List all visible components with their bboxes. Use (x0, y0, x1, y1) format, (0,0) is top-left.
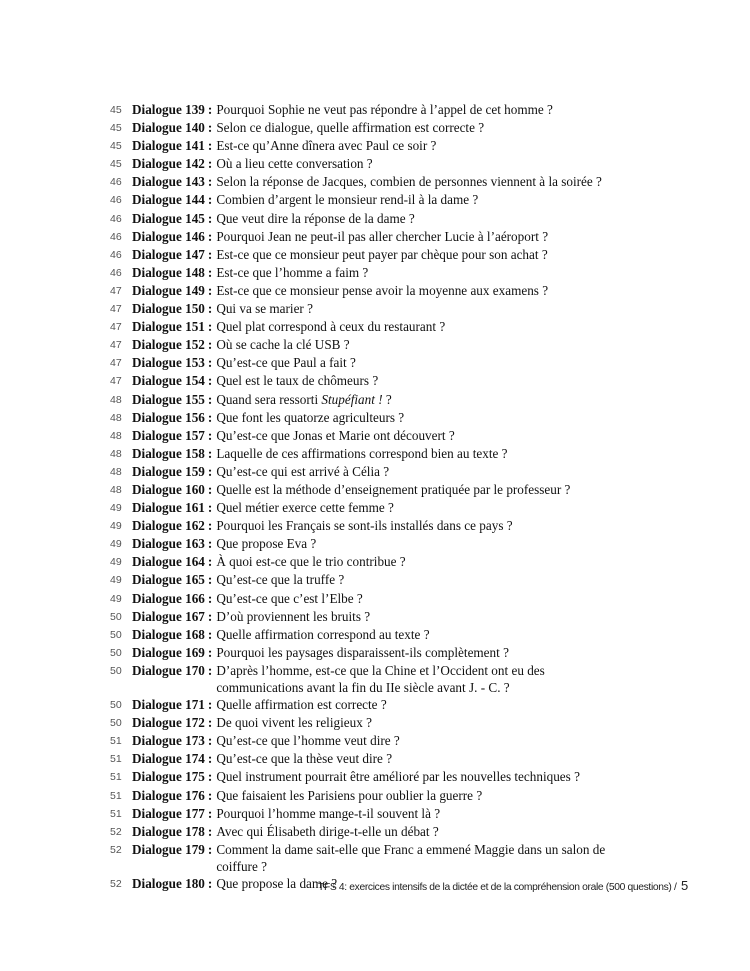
label-separator: : (207, 787, 213, 803)
label-separator: : (207, 174, 213, 190)
label-separator: : (207, 662, 213, 678)
page-reference: 46 (110, 212, 122, 225)
label-separator: : (207, 463, 213, 479)
page-reference: 46 (110, 248, 122, 261)
dialogue-question: Avec qui Élisabeth dirige-t-elle un débat ? (216, 823, 439, 839)
page-reference: 49 (110, 556, 122, 569)
page-reference: 48 (110, 429, 122, 442)
dialogue-label: Dialogue 160 (132, 481, 205, 497)
label-separator: : (207, 210, 213, 226)
label-separator: : (207, 876, 213, 892)
label-separator: : (207, 805, 213, 821)
dialogue-label: Dialogue 168 (132, 626, 205, 642)
label-separator: : (207, 608, 213, 624)
dialogue-label: Dialogue 171 (132, 697, 205, 713)
dialogue-label: Dialogue 166 (132, 590, 205, 606)
dialogue-label: Dialogue 139 (132, 102, 205, 117)
dialogue-label: Dialogue 154 (132, 373, 205, 389)
dialogue-question: Quelle affirmation est correcte ? (216, 697, 387, 713)
dialogue-question: Que font les quatorze agriculteurs ? (216, 409, 405, 425)
page-reference: 48 (110, 411, 122, 424)
dialogue-entry (110, 481, 630, 499)
dialogue-question: Pourquoi les paysages disparaissent-ils complètement ? (216, 644, 509, 660)
dialogue-entry (110, 535, 630, 553)
dialogue-question: Que propose la dame ? (216, 876, 338, 892)
label-separator: : (207, 427, 213, 443)
label-separator: : (207, 246, 213, 262)
page-reference: 52 (110, 825, 122, 838)
dialogue-question: D’après l’homme, est-ce que la Chine et l’Occident ont eu des communications avant la fin du IIe siècle avant J. - C. ? (216, 662, 545, 695)
dialogue-label: Dialogue 148 (132, 264, 205, 280)
label-separator: : (207, 391, 213, 407)
dialogue-question: Pourquoi Jean ne peut-il pas aller chercher Lucie à l’aéroport ? (216, 228, 549, 244)
label-separator: : (207, 751, 213, 767)
page-reference: 47 (110, 284, 122, 297)
page-reference: 48 (110, 465, 122, 478)
label-separator: : (207, 264, 213, 280)
dialogue-entry (110, 228, 630, 246)
dialogue-entry (110, 626, 630, 644)
label-separator: : (207, 823, 213, 839)
dialogue-label: Dialogue 144 (132, 192, 205, 208)
dialogue-entry (110, 590, 630, 608)
page-reference: 45 (110, 140, 122, 153)
dialogue-entry (110, 823, 630, 841)
dialogue-label: Dialogue 167 (132, 608, 205, 624)
page-reference: 52 (110, 878, 122, 891)
dialogue-entry (110, 644, 630, 662)
dialogue-question: Qui va se marier ? (216, 301, 313, 317)
dialogue-entry (110, 553, 630, 571)
label-separator: : (207, 590, 213, 606)
dialogue-label: Dialogue 169 (132, 644, 205, 660)
dialogue-entry (110, 191, 630, 209)
question-text: Quand sera ressorti (216, 391, 322, 407)
dialogue-label: Dialogue 141 (132, 138, 205, 154)
page-reference: 47 (110, 375, 122, 388)
dialogue-entry (110, 318, 630, 336)
dialogue-label: Dialogue 159 (132, 463, 205, 479)
dialogue-label: Dialogue 163 (132, 536, 205, 552)
dialogue-entry (110, 662, 630, 696)
label-separator: : (207, 572, 213, 588)
dialogue-label: Dialogue 150 (132, 301, 205, 317)
dialogue-label: Dialogue 143 (132, 174, 205, 190)
page-reference: 49 (110, 574, 122, 587)
footer-title: TFS 4: exercices intensifs de la dictée et de la compréhension orale (500 questions) / (318, 882, 677, 893)
page-reference: 48 (110, 483, 122, 496)
dialogue-entry (110, 517, 630, 535)
label-separator: : (207, 733, 213, 749)
dialogue-entry (110, 210, 630, 228)
dialogue-question: Que propose Eva ? (216, 536, 317, 552)
title-italic: Stupéfiant ! (321, 391, 383, 407)
page-reference: 45 (110, 122, 122, 135)
dialogue-question: Qu’est-ce que Jonas et Marie ont découvert ? (216, 427, 455, 443)
dialogue-entry (110, 137, 630, 155)
dialogue-label: Dialogue 177 (132, 805, 205, 821)
dialogue-label: Dialogue 164 (132, 554, 205, 570)
dialogue-question: Où se cache la clé USB ? (216, 337, 350, 353)
page-reference: 51 (110, 753, 122, 766)
label-separator: : (207, 337, 213, 353)
label-separator: : (207, 355, 213, 371)
dialogue-label: Dialogue 170 (132, 662, 205, 678)
label-separator: : (207, 319, 213, 335)
dialogue-label: Dialogue 179 (132, 841, 205, 857)
dialogue-label: Dialogue 174 (132, 751, 205, 767)
page-reference: 51 (110, 735, 122, 748)
dialogue-entry (110, 354, 630, 372)
dialogue-entry (110, 714, 630, 732)
dialogue-question: Quelle affirmation correspond au texte ? (216, 626, 430, 642)
dialogue-label: Dialogue 158 (132, 445, 205, 461)
dialogue-label: Dialogue 156 (132, 409, 205, 425)
label-separator: : (207, 192, 213, 208)
dialogue-list (110, 101, 630, 893)
dialogue-label: Dialogue 175 (132, 769, 205, 785)
page-reference: 50 (110, 628, 122, 641)
dialogue-label: Dialogue 147 (132, 246, 205, 262)
dialogue-question: Qu’est-ce que c’est l’Elbe ? (216, 590, 363, 606)
page-reference: 46 (110, 266, 122, 279)
label-separator: : (207, 841, 213, 857)
dialogue-question: Est-ce que l’homme a faim ? (216, 264, 369, 280)
page-reference: 49 (110, 520, 122, 533)
dialogue-label: Dialogue 149 (132, 282, 205, 298)
page-reference: 46 (110, 230, 122, 243)
question-text: ? (382, 391, 392, 407)
dialogue-entry (110, 155, 630, 173)
dialogue-question: À quoi est-ce que le trio contribue ? (216, 554, 406, 570)
dialogue-entry (110, 750, 630, 768)
page-reference: 49 (110, 538, 122, 551)
label-separator: : (207, 156, 213, 172)
dialogue-entry (110, 372, 630, 390)
dialogue-entry (110, 282, 630, 300)
page-footer (318, 878, 688, 893)
dialogue-question: Laquelle de ces affirmations correspond bien au texte ? (216, 445, 508, 461)
page-reference: 50 (110, 717, 122, 730)
dialogue-question: Qu’est-ce que l’homme veut dire ? (216, 733, 400, 749)
dialogue-entry (110, 445, 630, 463)
page-reference: 50 (110, 646, 122, 659)
dialogue-label: Dialogue 142 (132, 156, 205, 172)
label-separator: : (207, 102, 213, 117)
page-reference: 50 (110, 664, 122, 677)
dialogue-question: Selon la réponse de Jacques, combien de personnes viennent à la soirée ? (216, 174, 602, 190)
label-separator: : (207, 769, 213, 785)
dialogue-label: Dialogue 140 (132, 120, 205, 136)
dialogue-question: Qu’est-ce que Paul a fait ? (216, 355, 356, 371)
label-separator: : (207, 500, 213, 516)
label-separator: : (207, 518, 213, 534)
dialogue-question: Quel plat correspond à ceux du restaurant ? (216, 319, 446, 335)
label-separator: : (207, 536, 213, 552)
page-reference: 47 (110, 321, 122, 334)
dialogue-question: Pourquoi Sophie ne veut pas répondre à l’appel de cet homme ? (216, 102, 553, 117)
page-reference: 49 (110, 502, 122, 515)
dialogue-label: Dialogue 165 (132, 572, 205, 588)
dialogue-question (216, 391, 630, 408)
dialogue-entry (110, 101, 630, 119)
dialogue-entry (110, 696, 630, 714)
page-reference: 51 (110, 789, 122, 802)
dialogue-entry (110, 336, 630, 354)
label-separator: : (207, 715, 213, 731)
dialogue-entry (110, 787, 630, 805)
dialogue-question: Que faisaient les Parisiens pour oublier la guerre ? (216, 787, 483, 803)
page-reference: 48 (110, 393, 122, 406)
page-reference: 47 (110, 303, 122, 316)
page-reference: 48 (110, 447, 122, 460)
dialogue-label: Dialogue 153 (132, 355, 205, 371)
label-separator: : (207, 481, 213, 497)
dialogue-entry (110, 463, 630, 481)
dialogue-label: Dialogue 161 (132, 500, 205, 516)
dialogue-question: Est-ce qu’Anne dînera avec Paul ce soir ? (216, 138, 437, 154)
label-separator: : (207, 697, 213, 713)
label-separator: : (207, 409, 213, 425)
dialogue-question: D’où proviennent les bruits ? (216, 608, 371, 624)
page-reference: 47 (110, 339, 122, 352)
label-separator: : (207, 282, 213, 298)
dialogue-question: Comment la dame sait-elle que Franc a emmené Maggie dans un salon de coiffure ? (216, 841, 606, 874)
page-reference: 52 (110, 843, 122, 856)
dialogue-entry (110, 300, 630, 318)
dialogue-entry (110, 246, 630, 264)
dialogue-question: Que veut dire la réponse de la dame ? (216, 210, 415, 226)
dialogue-entry (110, 409, 630, 427)
dialogue-entry (110, 391, 630, 409)
page-reference: 50 (110, 699, 122, 712)
dialogue-question: Quel instrument pourrait être amélioré par les nouvelles techniques ? (216, 769, 580, 785)
dialogue-question: Pourquoi les Français se sont-ils installés dans ce pays ? (216, 518, 513, 534)
dialogue-entry (110, 571, 630, 589)
dialogue-label: Dialogue 145 (132, 210, 205, 226)
dialogue-label: Dialogue 173 (132, 733, 205, 749)
dialogue-entry (110, 499, 630, 517)
dialogue-question: Est-ce que ce monsieur pense avoir la moyenne aux examens ? (216, 282, 549, 298)
page-reference: 46 (110, 176, 122, 189)
dialogue-label: Dialogue 152 (132, 337, 205, 353)
label-separator: : (207, 120, 213, 136)
dialogue-question: De quoi vivent les religieux ? (216, 715, 372, 731)
label-separator: : (207, 301, 213, 317)
page-reference: 50 (110, 610, 122, 623)
dialogue-label: Dialogue 180 (132, 876, 205, 892)
dialogue-question: Qu’est-ce que la thèse veut dire ? (216, 751, 393, 767)
page-reference: 51 (110, 807, 122, 820)
dialogue-question: Où a lieu cette conversation ? (216, 156, 373, 172)
dialogue-entry (110, 732, 630, 750)
dialogue-entry (110, 768, 630, 786)
dialogue-entry (110, 427, 630, 445)
dialogue-label: Dialogue 162 (132, 518, 205, 534)
dialogue-entry (110, 173, 630, 191)
page-reference: 51 (110, 771, 122, 784)
dialogue-label: Dialogue 176 (132, 787, 205, 803)
label-separator: : (207, 445, 213, 461)
dialogue-entry (110, 608, 630, 626)
page-reference: 45 (110, 158, 122, 171)
dialogue-question: Combien d’argent le monsieur rend-il à la dame ? (216, 192, 479, 208)
label-separator: : (207, 373, 213, 389)
label-separator: : (207, 138, 213, 154)
dialogue-label: Dialogue 157 (132, 427, 205, 443)
label-separator: : (207, 644, 213, 660)
dialogue-question: Est-ce que ce monsieur peut payer par chèque pour son achat ? (216, 246, 548, 262)
dialogue-question: Selon ce dialogue, quelle affirmation est correcte ? (216, 120, 485, 136)
dialogue-question: Quelle est la méthode d’enseignement pratiquée par le professeur ? (216, 481, 571, 497)
dialogue-entry (110, 805, 630, 823)
dialogue-question: Quel est le taux de chômeurs ? (216, 373, 379, 389)
label-separator: : (207, 554, 213, 570)
page-reference: 45 (110, 104, 122, 116)
footer-page-number: 5 (681, 878, 688, 893)
label-separator: : (207, 228, 213, 244)
dialogue-question: Qu’est-ce qui est arrivé à Célia ? (216, 463, 390, 479)
dialogue-label: Dialogue 155 (132, 391, 205, 407)
dialogue-label: Dialogue 151 (132, 319, 205, 335)
page-reference: 49 (110, 592, 122, 605)
dialogue-label: Dialogue 178 (132, 823, 205, 839)
dialogue-entry (110, 119, 630, 137)
dialogue-label: Dialogue 172 (132, 715, 205, 731)
dialogue-entry (110, 841, 630, 875)
page-reference: 47 (110, 357, 122, 370)
label-separator: : (207, 626, 213, 642)
dialogue-question: Qu’est-ce que la truffe ? (216, 572, 345, 588)
dialogue-entry (110, 264, 630, 282)
dialogue-label: Dialogue 146 (132, 228, 205, 244)
dialogue-question: Pourquoi l’homme mange-t-il souvent là ? (216, 805, 441, 821)
dialogue-question: Quel métier exerce cette femme ? (216, 500, 394, 516)
page-reference: 46 (110, 194, 122, 207)
